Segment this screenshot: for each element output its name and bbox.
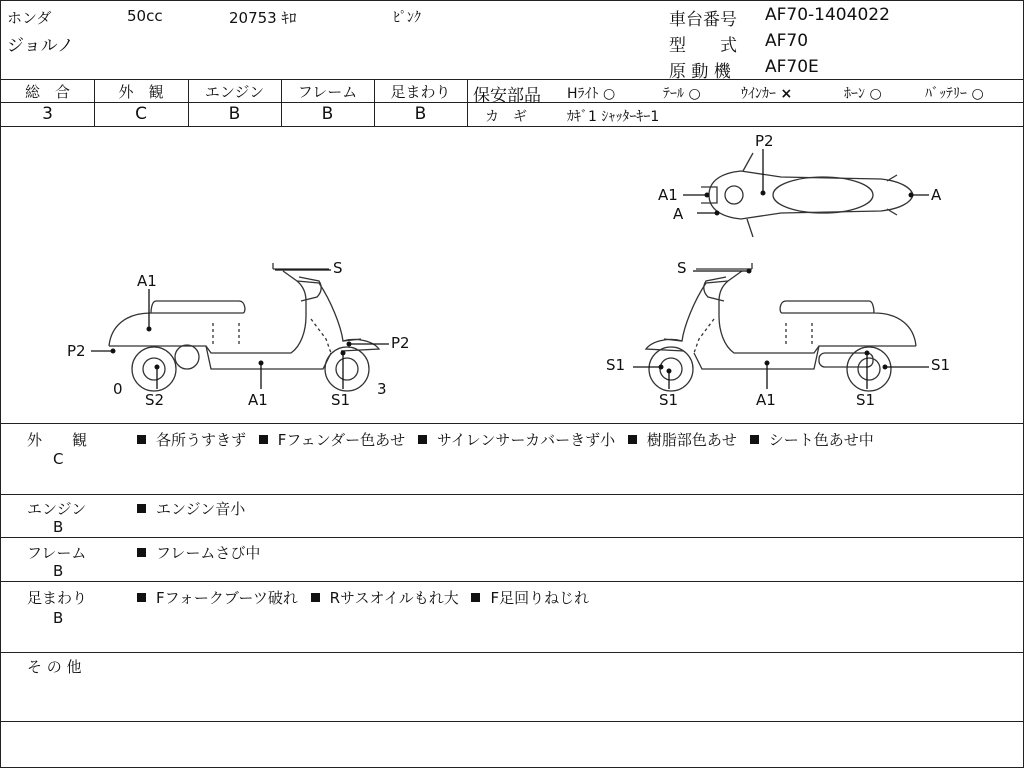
label-left-p2: P2 — [67, 342, 86, 360]
winker-label: ｳｲﾝｶｰ — [741, 86, 776, 102]
maker: ホンダ — [7, 9, 52, 27]
battery-mark: ○ — [971, 86, 984, 102]
remark-note: F足回りねじれ — [490, 589, 590, 607]
label-top-a-right: A — [931, 186, 942, 204]
grade-label: 外 観 — [118, 83, 164, 101]
label-right-s1-bottom-1: S1 — [659, 391, 679, 409]
model-type-value: AF70 — [765, 31, 809, 51]
leader-dots — [111, 191, 914, 374]
key-value: ｶｷﾞ1 ｼｬｯﾀｰｷｰ1 — [567, 109, 660, 125]
label-top-p2: P2 — [755, 132, 774, 150]
scooter-top-view — [701, 153, 913, 237]
grade-value: B — [414, 104, 427, 124]
label-left-s: S — [333, 259, 343, 277]
safety-title: 保安部品 — [473, 86, 541, 106]
remark-title: そ の 他 — [27, 658, 82, 676]
winker-mark: × — [780, 86, 793, 102]
label-zero: 0 — [113, 380, 123, 398]
taillight-label: ﾃｰﾙ — [663, 86, 684, 102]
horn-mark: ○ — [869, 86, 882, 102]
model-type-label: 型 式 — [669, 36, 737, 56]
label-right-s1-right: S1 — [931, 356, 951, 374]
remark-note: サイレンサーカバーきず小 — [436, 431, 616, 449]
color: ﾋﾟﾝｸ — [393, 10, 421, 26]
remark-note: Fフェンダー色あせ — [277, 431, 406, 449]
label-top-a-left: A — [673, 205, 684, 223]
label-left-s1: S1 — [331, 391, 351, 409]
grade-label: 足まわり — [390, 83, 451, 101]
grade-label: フレーム — [297, 83, 358, 101]
remark-note: Rサスオイルもれ大 — [329, 589, 459, 607]
model-name: ジョルノ — [7, 36, 74, 56]
remark-note: フレームさび中 — [156, 544, 261, 562]
remark-note: シート色あせ中 — [768, 431, 874, 449]
label-right-s1-bottom-2: S1 — [856, 391, 876, 409]
label-top-a1: A1 — [658, 186, 678, 204]
key-label: カ ギ — [485, 109, 527, 125]
label-left-s2: S2 — [145, 391, 165, 409]
label-right-s1-left: S1 — [606, 356, 626, 374]
grade-value: B — [228, 104, 241, 124]
remark-grade: B — [53, 562, 64, 580]
remark-note: エンジン音小 — [156, 500, 246, 518]
engine-type-label: 原 動 機 — [669, 62, 731, 82]
label-right-p2: P2 — [391, 334, 410, 352]
mileage: 20753 ｷﾛ — [229, 9, 297, 27]
label-left-a1-bottom: A1 — [248, 391, 268, 409]
label-left-a1: A1 — [137, 272, 157, 290]
frame-number-label: 車台番号 — [669, 10, 737, 30]
engine-type-value: AF70E — [765, 57, 819, 77]
label-three: 3 — [377, 380, 387, 398]
remark-grade: C — [53, 450, 64, 468]
damage-diagram — [1, 126, 1023, 423]
displacement: 50cc — [127, 7, 163, 25]
scooter-right-view — [646, 263, 916, 391]
remark-grade: B — [53, 518, 64, 536]
remark-note: Fフォークブーツ破れ — [156, 589, 298, 607]
grade-value: 3 — [42, 104, 53, 124]
taillight-mark: ○ — [688, 86, 701, 102]
remark-title: エンジン — [27, 500, 87, 518]
remark-title: フレーム — [27, 544, 87, 562]
label-right-a1-bottom: A1 — [756, 391, 776, 409]
remark-title: 足まわり — [27, 589, 88, 607]
horn-label: ﾎｰﾝ — [844, 86, 865, 102]
headlight-label: Hﾗｲﾄ — [567, 86, 599, 102]
remark-grade: B — [53, 609, 64, 627]
grade-label: エンジン — [204, 83, 265, 101]
label-right-s: S — [677, 259, 687, 277]
remark-note: 樹脂部色あせ — [646, 431, 737, 449]
frame-number-value: AF70-1404022 — [765, 5, 890, 25]
headlight-mark: ○ — [602, 86, 616, 102]
grade-value: B — [321, 104, 334, 124]
remark-note: 各所うすきず — [156, 431, 247, 449]
remark-title: 外 観 — [27, 431, 88, 449]
grade-label: 総 合 — [24, 83, 70, 101]
grade-value: C — [135, 104, 147, 124]
battery-label: ﾊﾞｯﾃﾘｰ — [925, 86, 967, 102]
